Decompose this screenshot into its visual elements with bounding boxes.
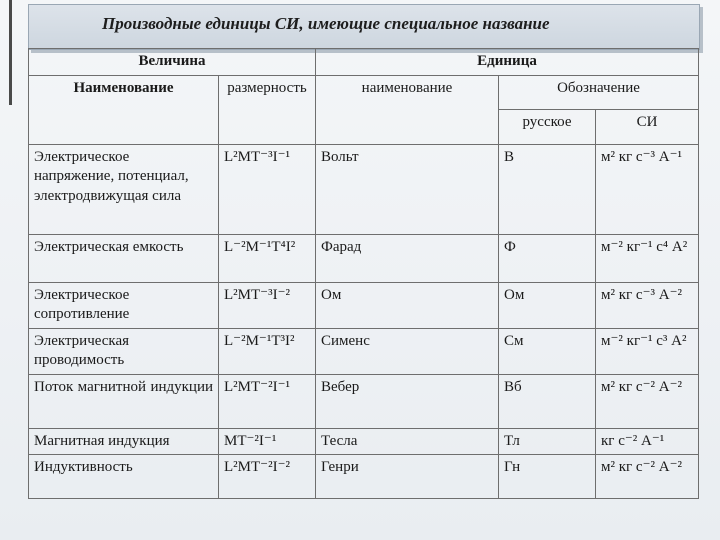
header-si: СИ — [596, 110, 699, 145]
table-row — [29, 282, 699, 328]
quantity-cell: Магнитная индукция — [29, 428, 219, 455]
unit-name-cell: Сименс — [316, 328, 499, 374]
dimension-cell: L²MT⁻²I⁻² — [219, 455, 316, 499]
unit-name-cell: Вебер — [316, 374, 499, 428]
header-designation: Обозначение — [499, 75, 699, 110]
russian-symbol-cell: В — [499, 144, 596, 234]
russian-symbol-cell: Гн — [499, 455, 596, 499]
si-symbol-cell: м² кг с⁻² А⁻² — [596, 374, 699, 428]
si-symbol-cell: кг с⁻² А⁻¹ — [596, 428, 699, 455]
russian-symbol-cell: Вб — [499, 374, 596, 428]
dimension-cell: L⁻²M⁻¹T⁴I² — [219, 234, 316, 282]
unit-name-cell: Тесла — [316, 428, 499, 455]
russian-symbol-cell: См — [499, 328, 596, 374]
table-row — [29, 455, 699, 499]
table-row — [29, 428, 699, 455]
table-row — [29, 144, 699, 234]
header-unit: Единица — [316, 49, 699, 76]
si-symbol-cell: м⁻² кг⁻¹ с⁴ А² — [596, 234, 699, 282]
units-table — [28, 48, 699, 499]
left-accent-rule — [9, 0, 12, 105]
si-symbol-cell: м² кг с⁻³ А⁻¹ — [596, 144, 699, 234]
table-row — [29, 374, 699, 428]
unit-name-cell: Вольт — [316, 144, 499, 234]
dimension-cell: L⁻²M⁻¹T³I² — [219, 328, 316, 374]
quantity-cell: Индуктивность — [29, 455, 219, 499]
dimension-cell: L²MT⁻³I⁻² — [219, 282, 316, 328]
si-symbol-cell: м² кг с⁻² А⁻² — [596, 455, 699, 499]
dimension-cell: L²MT⁻³I⁻¹ — [219, 144, 316, 234]
quantity-cell: Электрическое сопротивление — [29, 282, 219, 328]
header-name: Наименование — [29, 75, 219, 144]
dimension-cell: MT⁻²I⁻¹ — [219, 428, 316, 455]
header-russian: русское — [499, 110, 596, 145]
table-row — [29, 328, 699, 374]
unit-name-cell: Генри — [316, 455, 499, 499]
header-dimension: размерность — [219, 75, 316, 144]
header-quantity: Величина — [29, 49, 316, 76]
quantity-cell: Электрическая проводимость — [29, 328, 219, 374]
header-unit-name: наименование — [316, 75, 499, 144]
table-row — [29, 234, 699, 282]
russian-symbol-cell: Ф — [499, 234, 596, 282]
unit-name-cell: Фарад — [316, 234, 499, 282]
russian-symbol-cell: Тл — [499, 428, 596, 455]
quantity-cell: Электрическая емкость — [29, 234, 219, 282]
quantity-cell: Поток магнитной индукции — [29, 374, 219, 428]
quantity-cell: Электрическое напряжение, потенциал, электродвижущая сила — [29, 144, 219, 234]
unit-name-cell: Ом — [316, 282, 499, 328]
si-symbol-cell: м⁻² кг⁻¹ с³ А² — [596, 328, 699, 374]
russian-symbol-cell: Ом — [499, 282, 596, 328]
page-title: Производные единицы СИ, имеющие специальное название — [102, 14, 550, 33]
dimension-cell: L²MT⁻²I⁻¹ — [219, 374, 316, 428]
si-symbol-cell: м² кг с⁻³ А⁻² — [596, 282, 699, 328]
